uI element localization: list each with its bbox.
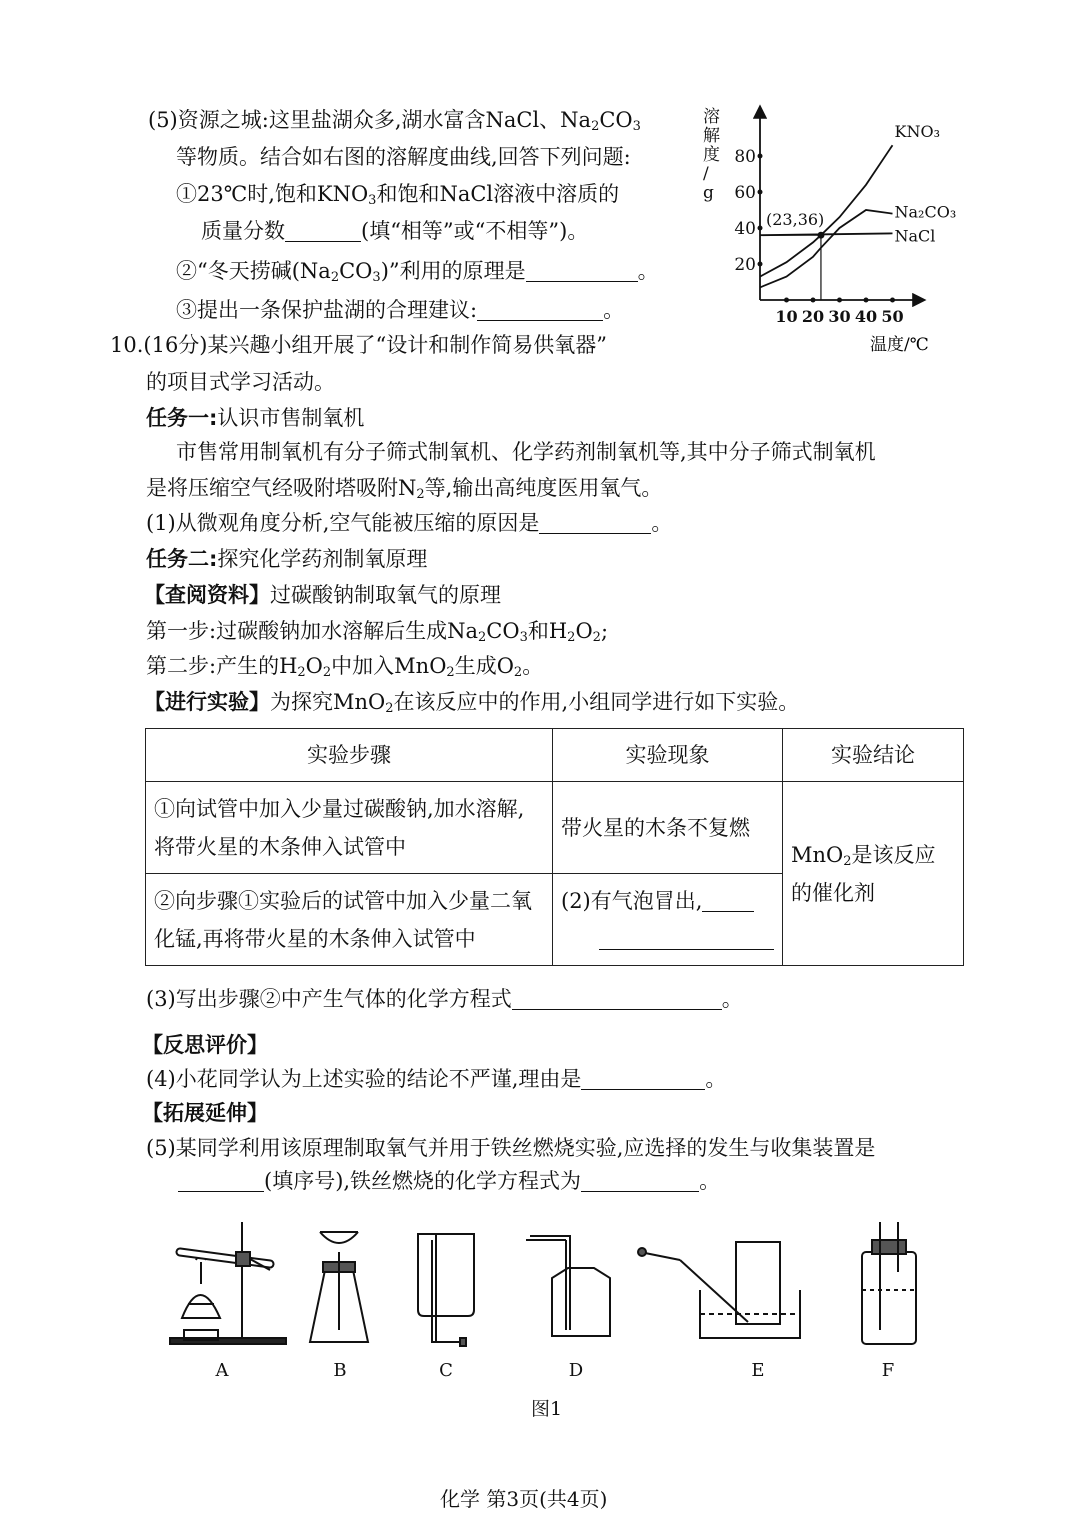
extend-heading: 【拓展延伸】: [142, 1101, 268, 1125]
experiment-heading: 【进行实验】为探究MnO$_2$在该反应中的作用,小组同学进行如下实验。: [144, 690, 800, 716]
legend-label: Na₂CO₃: [894, 202, 957, 222]
answer-blank[interactable]: [178, 1169, 264, 1192]
q9-5-item1: ①23℃时,饱和$KNO_3$和饱和NaCl溶液中溶质的: [176, 182, 620, 208]
answer-blank[interactable]: [512, 987, 722, 1010]
y-axis-label: [703, 107, 720, 203]
answer-blank[interactable]: [599, 925, 774, 950]
y-tick-label: 20: [734, 255, 756, 275]
legend-label: KNO₃: [894, 122, 940, 142]
q9-5-item1-cont: 质量分数 (填“相等”或“不相等”)。: [201, 219, 589, 243]
y-tick-label: 80: [734, 147, 756, 167]
answer-blank[interactable]: [581, 1067, 705, 1090]
table-cell-obs1: 带火星的木条不复燃: [553, 782, 783, 874]
y-tick-dot: [758, 190, 763, 195]
apparatus-d[interactable]: [526, 1236, 610, 1336]
answer-blank[interactable]: [702, 887, 754, 912]
table-cell-step1: ①向试管中加入少量过碳酸钠,加水溶解,将带火星的木条伸入试管中: [146, 782, 553, 874]
table-header: 实验现象: [553, 729, 783, 782]
table-cell-step2: ②向步骤①实验后的试管中加入少量二氧化锰,再将带火星的木条伸入试管中: [146, 874, 553, 966]
para1: 市售常用制氧机有分子筛式制氧机、化学药剂制氧机等,其中分子筛式制氧机: [176, 440, 876, 464]
task1-heading: 任务一:认识市售制氧机: [146, 406, 365, 430]
intersection-annotation: (23,36): [766, 210, 825, 230]
table-header: 实验结论: [783, 729, 964, 782]
table-cell-obs2: (2)有气泡冒出,: [553, 874, 783, 966]
question-5-cont: (填序号),铁丝燃烧的化学方程式为 。: [178, 1166, 720, 1196]
x-tick-dot: [811, 298, 816, 303]
table-cell-conclusion: MnO$_2$是该反应的催化剂: [783, 782, 964, 966]
apparatus-b[interactable]: [310, 1232, 368, 1342]
reflect-heading: 【反思评价】: [142, 1033, 268, 1057]
figure-caption: 图1: [531, 1398, 563, 1420]
solubility-chart: [695, 100, 970, 365]
apparatus-a[interactable]: [170, 1222, 286, 1344]
answer-blank[interactable]: [581, 1169, 699, 1192]
x-tick-dot: [890, 298, 895, 303]
q10-head2: 的项目式学习活动。: [146, 370, 335, 394]
apparatus-label: F: [881, 1360, 895, 1381]
question-3: (3)写出步骤②中产生气体的化学方程式 。: [146, 987, 743, 1011]
apparatus-label: B: [333, 1360, 347, 1381]
reference-heading: 【查阅资料】过碳酸钠制取氧气的原理: [144, 583, 501, 607]
y-tick-dot: [758, 262, 763, 267]
y-tick-dot: [758, 154, 763, 159]
x-tick-label: 10: [775, 307, 798, 326]
q9-5-item3: ③提出一条保护盐湖的合理建议: 。: [176, 298, 625, 322]
x-axis-label: 温度/℃: [870, 335, 929, 355]
q10-head: 10.(16分)某兴趣小组开展了“设计和制作简易供氧器”: [110, 333, 607, 357]
legend-label: NaCl: [894, 226, 936, 246]
x-tick-label: 50: [881, 307, 904, 326]
x-tick-dot: [784, 298, 789, 303]
x-tick-dot: [837, 298, 842, 303]
answer-blank[interactable]: [539, 511, 651, 534]
page-footer: 化学 第3页(共4页): [440, 1487, 608, 1511]
y-label-char: /: [703, 164, 709, 184]
apparatus-c[interactable]: [418, 1234, 474, 1346]
q9-5-line1: (5)资源之城:这里盐湖众多,湖水富含NaCl、$Na_2CO_3$: [148, 108, 641, 134]
apparatus-f[interactable]: [862, 1222, 916, 1344]
experiment-table: [145, 728, 964, 966]
task2-heading: 任务二:探究化学药剂制氧原理: [146, 547, 428, 571]
y-tick-label: 40: [734, 219, 756, 239]
y-label-char: g: [703, 183, 714, 203]
x-tick-label: 40: [854, 307, 878, 326]
y-label-char: 溶: [703, 107, 720, 127]
apparatus-label: C: [439, 1360, 453, 1381]
step2-text: 第二步:产生的$H_2O_2$中加入MnO$_2$生成$O_2$。: [146, 654, 544, 680]
y-tick-dot: [758, 226, 763, 231]
answer-blank[interactable]: [285, 219, 361, 242]
q9-5-line2: 等物质。结合如右图的溶解度曲线,回答下列问题:: [176, 145, 631, 169]
answer-blank[interactable]: [526, 259, 638, 282]
question-1: (1)从微观角度分析,空气能被压缩的原因是 。: [146, 511, 673, 535]
q9-5-item2: ②“冬天捞碱$(Na_2CO_3)$”利用的原理是 。: [176, 259, 659, 285]
x-tick-label: 30: [828, 307, 851, 326]
intersection-point: [817, 232, 824, 239]
answer-blank[interactable]: [477, 298, 603, 321]
apparatus-e[interactable]: [638, 1242, 800, 1338]
y-label-char: 度: [703, 145, 720, 165]
x-tick-dot: [864, 298, 869, 303]
apparatus-label: E: [751, 1360, 765, 1381]
question-5: (5)某同学利用该原理制取氧气并用于铁丝燃烧实验,应选择的发生与收集装置是: [146, 1136, 876, 1160]
para2: 是将压缩空气经吸附塔吸附$N_2$等,输出高纯度医用氧气。: [146, 476, 663, 502]
apparatus-label: A: [215, 1360, 229, 1381]
x-tick-label: 20: [801, 307, 825, 326]
y-label-char: 解: [703, 126, 720, 146]
step1-text: 第一步:过碳酸钠加水溶解后生成$Na_2CO_3$和$H_2O_2$;: [146, 619, 609, 645]
table-header: 实验步骤: [146, 729, 553, 782]
apparatus-label: D: [568, 1360, 584, 1381]
question-4: (4)小花同学认为上述实验的结论不严谨,理由是 。: [146, 1067, 727, 1091]
y-tick-label: 60: [734, 183, 756, 203]
